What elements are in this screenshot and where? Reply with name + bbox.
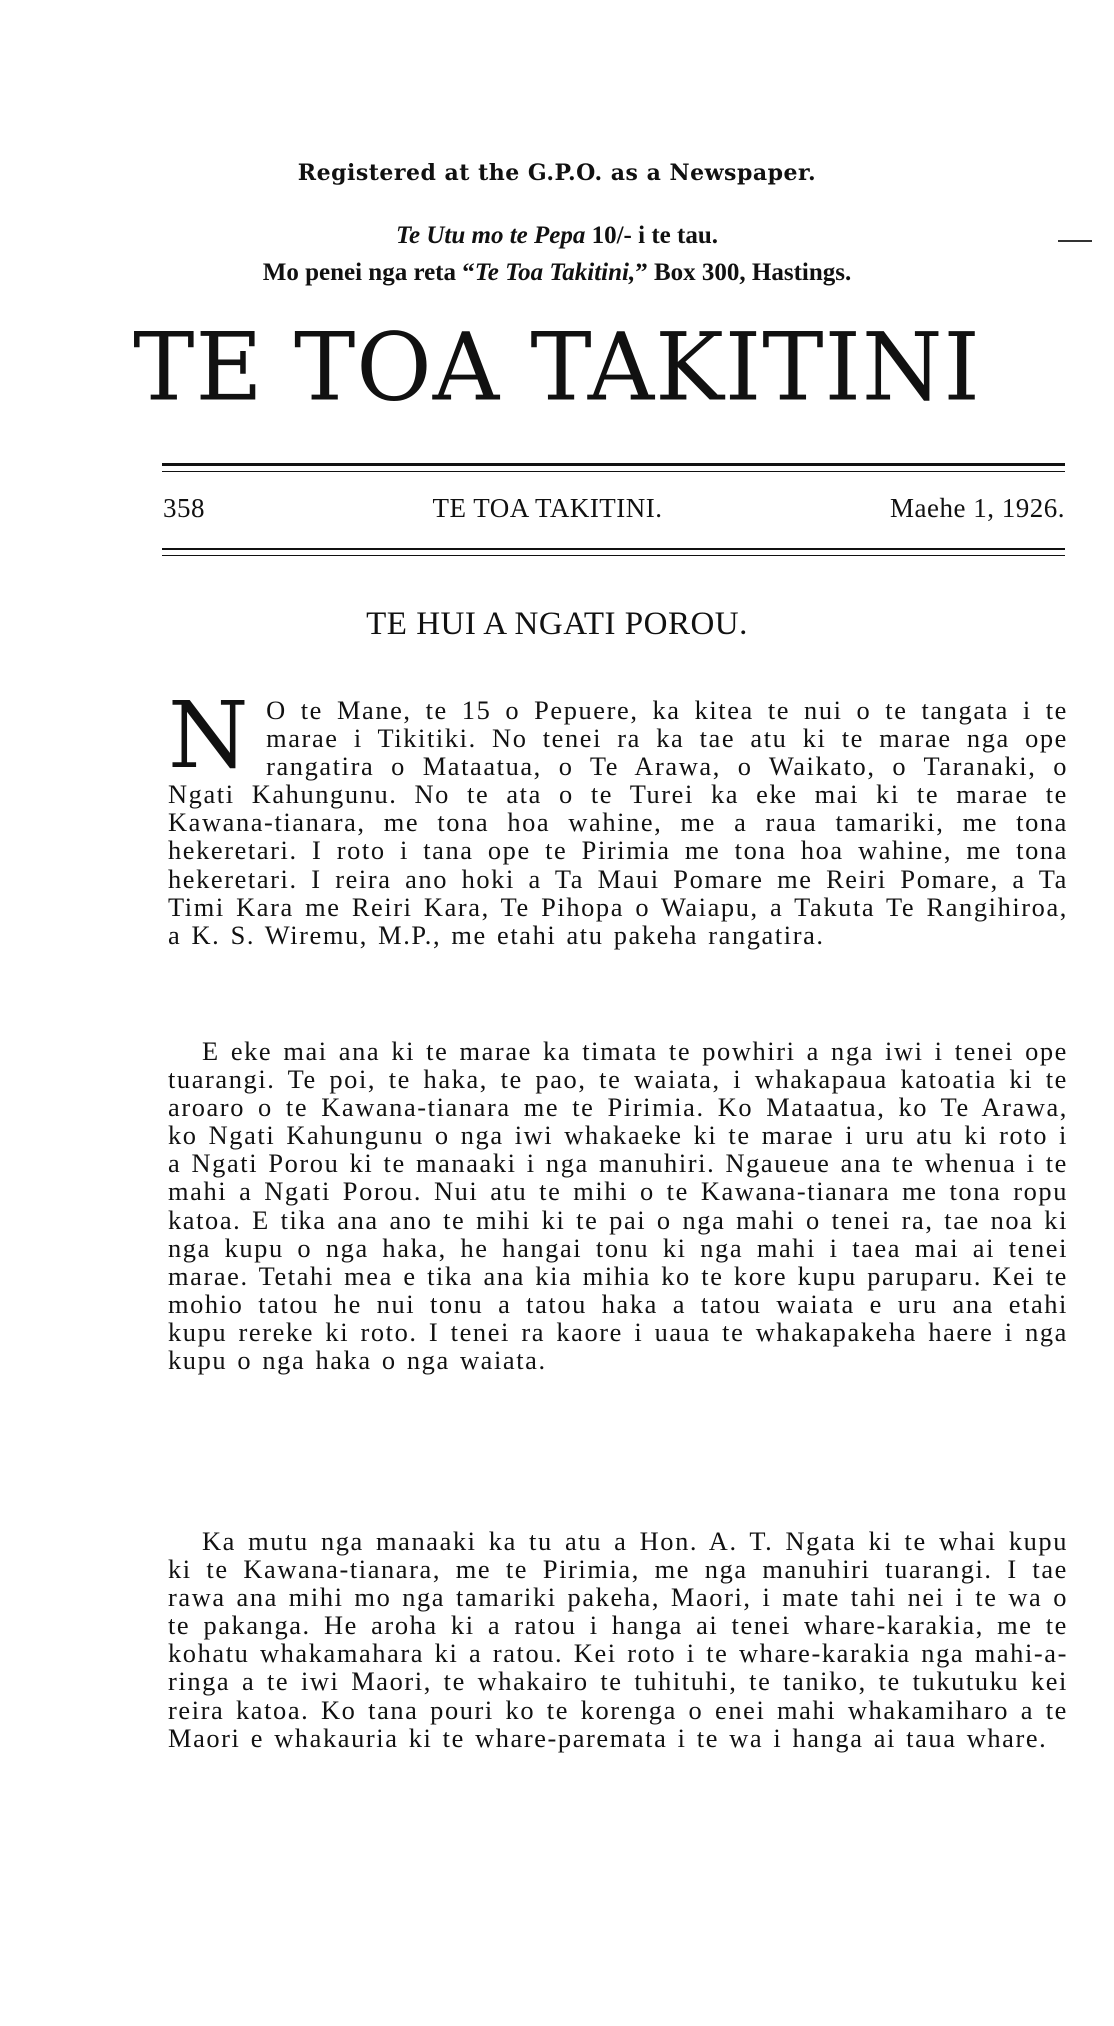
- price-label: Te Utu mo te Pepa: [396, 222, 586, 249]
- address-prefix: Mo penei nga reta “: [262, 259, 475, 286]
- running-head: [163, 493, 1065, 524]
- article-paragraph-1: [168, 682, 1068, 950]
- postal-address-line: [0, 259, 1114, 287]
- subscription-price-line: [0, 222, 1114, 250]
- article-headline: TE HUI A NGATI POROU.: [366, 606, 748, 642]
- address-paper-title: Te Toa Takitini,: [474, 259, 636, 286]
- address-suffix: ” Box 300, Hastings.: [635, 259, 852, 286]
- top-rule-thin: [162, 471, 1065, 472]
- scan-mark: [1058, 240, 1092, 242]
- bottom-rule-thick: [162, 548, 1065, 550]
- price-amount: 10/- i te tau.: [591, 222, 718, 249]
- page-number: 358: [163, 493, 205, 523]
- registration-notice: Registered at the G.P.O. as a Newspaper.: [297, 160, 817, 186]
- top-rule-thick: [162, 463, 1065, 466]
- running-title: TE TOA TAKITINI.: [432, 493, 663, 523]
- bottom-rule-thin: [162, 555, 1065, 556]
- masthead-title: TE TOA TAKITINI: [133, 312, 981, 423]
- article-paragraph-3: Ka mutu nga manaaki ka tu atu a Hon. A. T. Ngata ki te whai kupu ki te Kawana-tianara, me te Pirimia, me nga manuhiri tuarangi. I tae rawa ana mihi mo nga tamariki pakeha, Maori, i mate tahi nei i te wa o te pakanga. He aroha ki a ratou i hanga ai tenei whare-karakia, me te kohatu whakamahara ki a ratou. Kei roto i te whare-karakia nga mahi-a-ringa a te iwi Maori, te whakairo te tuhituhi, te taniko, te tukutuku kei reira katoa. Ko tana pouri ko te korenga o enei mahi whakamiharo a te Maori e whakauria ki te whare-paremata i te wa i hanga ai taua whare.: [168, 1526, 1068, 1753]
- issue-date: Maehe 1, 1926.: [890, 493, 1065, 523]
- paragraph-1-text: O te Mane, te 15 o Pepuere, ka kitea te nui o te tangata i te marae i Tikitiki. No tenei ra ka tae atu ki te marae nga ope rangatira o Mataatua, o Te Arawa, o Waikato, o Taranaki, o Ngati Kahungunu. No te ata o te Turei ka eke mai ki te marae te Kawana-tianara, me tona hoa wahine, me a raua tamariki, me tona hekeretari. I roto i tana ope te Pirimia me tona hoa wahine, me tona hekeretari. I reira ano hoki a Ta Maui Pomare me Reiri Pomare, a Ta Timi Kara me Reiri Kara, Te Pihopa o Waiapu, a Takuta Te Rangihiroa, a K. S. Wiremu, M.P., me etahi atu pakeha rangatira.: [168, 695, 1068, 950]
- drop-cap: N: [168, 682, 251, 789]
- article-paragraph-2: E eke mai ana ki te marae ka timata te powhiri a nga iwi i tenei ope tuarangi. Te poi, te haka, te pao, te waiata, i whakapaua katoatia ki te aroaro o te Kawana-tianara me te Pirimia. Ko Mataatua, ko Te Arawa, ko Ngati Kahungunu o nga iwi whakaeke ki te marae i uru atu ki roto i a Ngati Porou ki te manaaki i nga manuhiri. Ngaueue ana te whenua i te mahi a Ngati Porou. Nui atu te mihi o te Kawana-tianara me tona ropu katoa. E tika ana ano te mihi ki te pai o nga mahi o tenei ra, tae noa ki nga kupu o nga haka, he hangai tonu ki nga mahi i taea mai ai tenei marae. Tetahi mea e tika ana kia mihia ko te kore kupu paruparu. Kei te mohio tatou he nui tonu a tatou haka a tatou waiata e uru ana etahi kupu rereke ki roto. I tenei ra kaore i uaua te whakapakeha haere i nga kupu o nga haka o nga waiata.: [168, 1036, 1068, 1376]
